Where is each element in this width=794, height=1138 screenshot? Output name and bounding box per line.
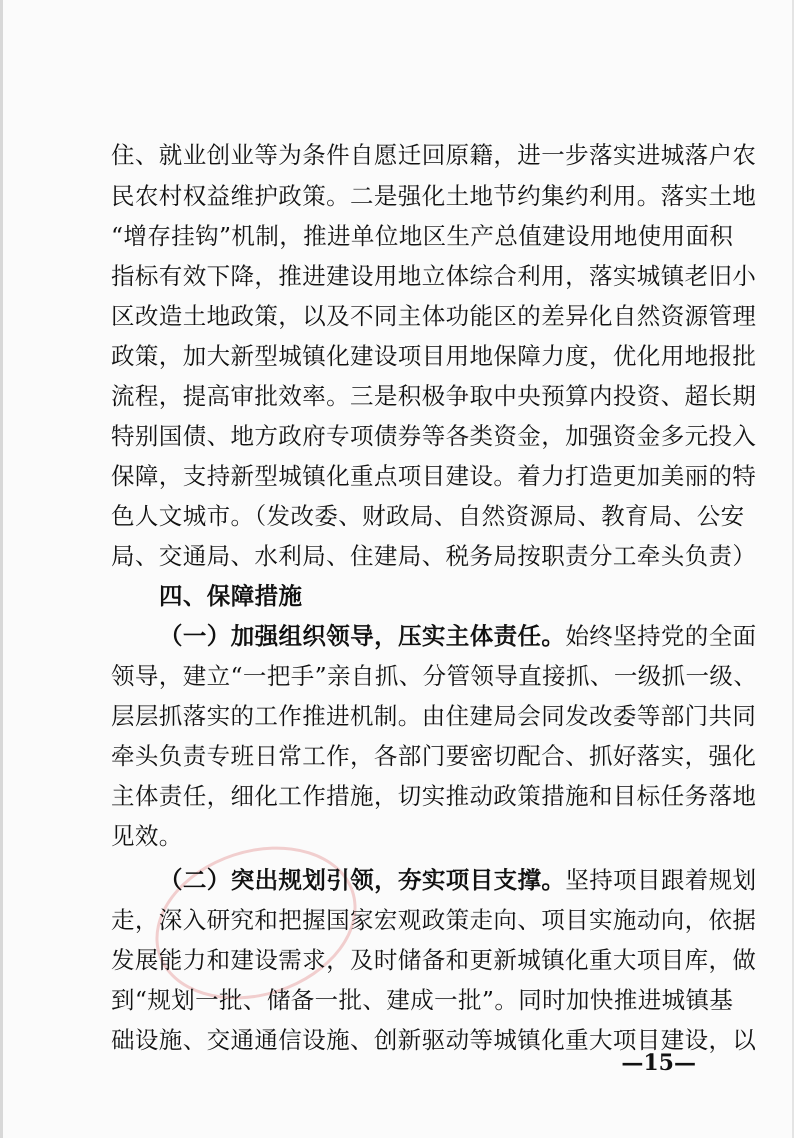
body-line: 层层抓落实的工作推进机制。由住建局会同发改委等部门共同 xyxy=(111,702,757,730)
body-line: 区改造土地政策，以及不同主体功能区的差异化自然资源管理 xyxy=(111,302,757,330)
body-line: 色人文城市。（发改委、财政局、自然资源局、教育局、公安 xyxy=(111,502,745,530)
body-line: 政策，加大新型城镇化建设项目用地保障力度，优化用地报批 xyxy=(111,342,757,370)
body-line: 流程，提高审批效率。三是积极争取中央预算内投资、超长期 xyxy=(111,382,757,410)
body-line: 局、交通局、水利局、住建局、税务局按职责分工牵头负责） xyxy=(111,542,757,570)
body-line: 础设施、交通通信设施、创新驱动等城镇化重大项目建设，以 xyxy=(111,1026,757,1054)
body-line: 牵头负责专班日常工作，各部门要密切配合、抓好落实，强化 xyxy=(111,742,757,770)
body-line: “增存挂钩”机制，推进单位地区生产总值建设用地使用面积 xyxy=(111,222,734,250)
subsection-text: 始终坚持党的全面 xyxy=(565,622,757,650)
subsection-title: （二）突出规划引领，夯实项目支撑。 xyxy=(159,866,566,894)
body-line: 指标有效下降，推进建设用地立体综合利用，落实城镇老旧小 xyxy=(111,262,757,290)
body-line: 住、就业创业等为条件自愿迁回原籍，进一步落实进城落户农 xyxy=(111,141,757,169)
body-line: 保障，支持新型城镇化重点项目建设。着力打造更加美丽的特 xyxy=(111,462,757,490)
subsection-first-line xyxy=(159,618,757,654)
subsection-first-line xyxy=(159,862,757,898)
subsection-title: （一）加强组织领导，压实主体责任。 xyxy=(159,622,566,650)
body-line: 发展能力和建设需求，及时储备和更新城镇化重大项目库，做 xyxy=(111,946,757,974)
subsection-text: 坚持项目跟着规划 xyxy=(565,866,757,894)
body-line: 主体责任，细化工作措施，切实推动政策措施和目标任务落地 xyxy=(111,782,757,810)
body-line: 走，深入研究和把握国家宏观政策走向、项目实施动向，依据 xyxy=(111,906,757,934)
body-line: 到“规划一批、储备一批、建成一批”。同时加快推进城镇基 xyxy=(111,986,734,1014)
body-line: 领导，建立“一把手”亲自抓、分管领导直接抓、一级抓一级、 xyxy=(111,662,758,690)
section-heading: 四、保障措施 xyxy=(159,582,303,610)
body-line: 见效。 xyxy=(111,822,183,850)
page-number: —15— xyxy=(621,1050,696,1076)
body-line: 特别国债、地方政府专项债券等各类资金，加强资金多元投入 xyxy=(111,422,757,450)
body-line: 民农村权益维护政策。二是强化土地节约集约利用。落实土地 xyxy=(111,182,757,210)
